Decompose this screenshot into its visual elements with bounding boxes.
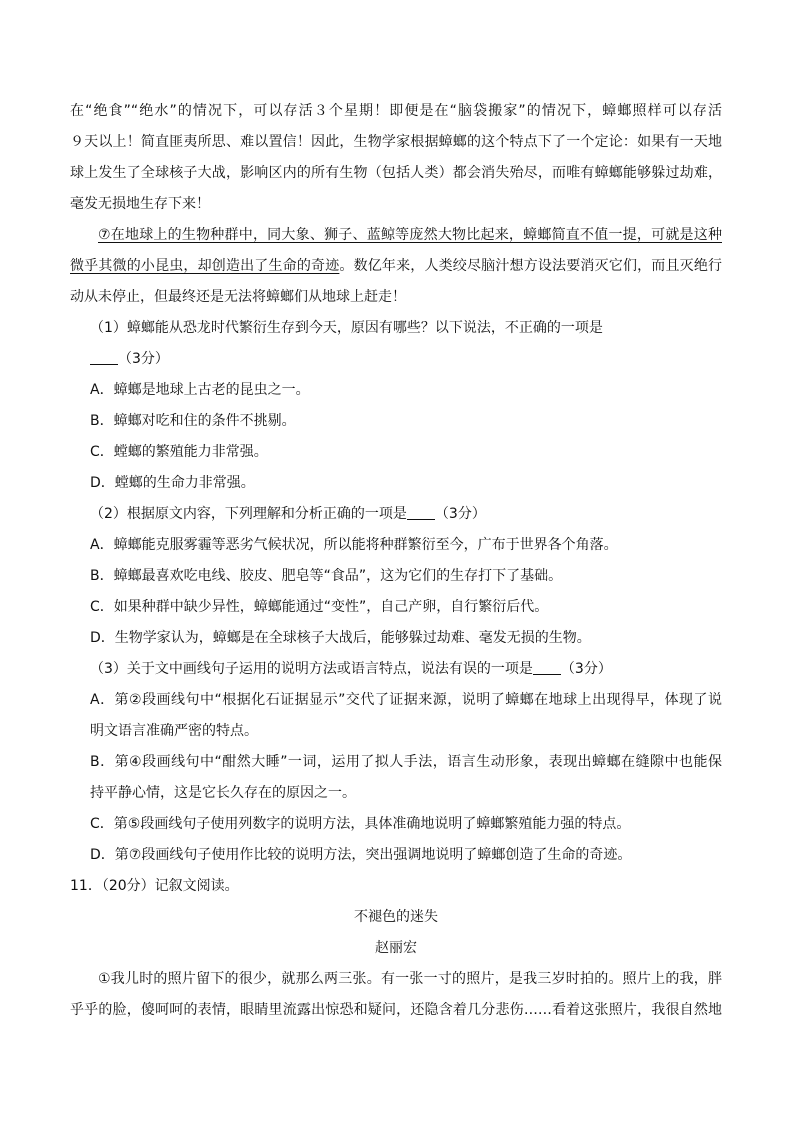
answer-blank[interactable] [407, 505, 435, 520]
question-1-answer-line [70, 344, 722, 375]
article-paragraph-1-line-2: 乎乎的脸，傻呵呵的表情，眼睛里流露出惊恐和疑问，还隐含着几分悲伤……看着这张照片，我很自然地 [70, 1002, 722, 1018]
question-2-stem: （2）根据原文内容，下列理解和分析正确的一项是 [90, 506, 407, 522]
question-3-option-b-line-1: B．第④段画线句中“酣然大睡”一词，运用了拟人手法，语言生动形象，表现出蟑螂在缝隙中也能保 [90, 754, 722, 770]
question-3-score: （3分） [560, 661, 612, 677]
paragraph-7-line-3: 动从未停止，但最终还是无法将蟑螂们从地球上赶走！ [70, 289, 406, 305]
question-3-option-a-line-1: A．第②段画线句中“根据化石证据显示”交代了证据来源，说明了蟑螂在地球上出现得早，体现了说 [90, 692, 722, 708]
article-author: 赵丽宏 [375, 940, 417, 956]
paragraph-6-line-4: 毫发无损地生存下来！ [70, 196, 210, 212]
question-3-option-d: D．第⑦段画线句子使用作比较的说明方法，突出强调地说明了蟑螂创造了生命的奇迹。 [90, 847, 632, 863]
question-3-option-a-line-2: 明文语言准确严密的特点。 [90, 723, 258, 739]
question-2-option-a: A．蟑螂能克服雾霾等恶劣气候状况，所以能将种群繁衍至今，广布于世界各个角落。 [90, 537, 618, 553]
question-3-option-b-line-2: 持平静心情，这是它长久存在的原因之一。 [90, 785, 356, 801]
question-3-stem: （3）关于文中画线句子运用的说明方法或语言特点，说法有误的一项是 [90, 661, 533, 677]
question-1-stem: （1）蟑螂能从恐龙时代繁衍生存到今天，原因有哪些？以下说法，不正确的一项是 [90, 320, 603, 336]
question-2-option-b: B．蟑螂最喜欢吃电线、胶皮、肥皂等“食品”，这为它们的生存打下了基础。 [90, 568, 563, 584]
question-2-option-c: C．如果种群中缺少异性，蟑螂能通过“变性”，自己产卵，自行繁衍后代。 [90, 599, 549, 615]
question-1-option-d: D．螳螂的生命力非常强。 [90, 475, 255, 491]
paragraph-7-line-1 [70, 220, 722, 251]
article-paragraph-1-line-1: ①我儿时的照片留下的很少，就那么两三张。有一张一寸的照片，是我三岁时拍的。照片上的我，胖 [98, 971, 722, 987]
answer-blank[interactable] [533, 660, 561, 675]
question-1-option-c: C．螳螂的繁殖能力非常强。 [90, 444, 268, 460]
paragraph-6-line-1: 在“绝食”“绝水”的情况下，可以存活３个星期！即便是在“脑袋搬家”的情况下，蟑螂照样可以存活 [70, 103, 722, 119]
article-title: 不褪色的迷失 [354, 909, 438, 925]
answer-blank[interactable] [90, 350, 118, 365]
paragraph-6-line-3: 球上发生了全球核子大战，影响区内的所有生物（包括人类）都会消失殆尽，而唯有蟑螂能够躲过劫难， [70, 165, 722, 181]
question-2-option-d: D．生物学家认为，蟑螂是在全球核子大战后，能够躲过劫难、毫发无损的生物。 [90, 630, 591, 646]
question-1-score: （3分） [118, 351, 169, 367]
document-page [70, 96, 722, 1026]
question-2-stem-line [70, 499, 722, 530]
question-1-option-a: A．蟑螂是地球上古老的昆虫之一。 [90, 382, 310, 398]
question-1-option-b: B．蟑螂对吃和住的条件不挑剔。 [90, 413, 296, 429]
question-2-score: （3分） [434, 506, 486, 522]
paragraph-6-line-2: ９天以上！简直匪夷所思、难以置信！因此，生物学家根据蟑螂的这个特点下了一个定论：如果有一天地 [70, 134, 722, 150]
paragraph-7-line-2-rest: 。数亿年来，人类绞尽脑汁想方设法要消灭它们，而且灭绝行 [339, 258, 722, 274]
question-3-option-c: C．第⑤段画线句子使用列数字的说明方法，具体准确地说明了蟑螂繁殖能力强的特点。 [90, 816, 631, 832]
question-11-heading: 11．（20分）记叙文阅读。 [70, 878, 239, 894]
paragraph-7-line-2 [70, 251, 722, 282]
underlined-sentence: ⑦在地球上的生物种群中，同大象、狮子、蓝鲸等庞然大物比起来，蟑螂简直不值一提，可就是这种 [98, 227, 722, 243]
underlined-sentence-end: 微乎其微的小昆虫，却创造出了生命的奇迹 [70, 258, 340, 274]
question-3-stem-line [70, 654, 722, 685]
